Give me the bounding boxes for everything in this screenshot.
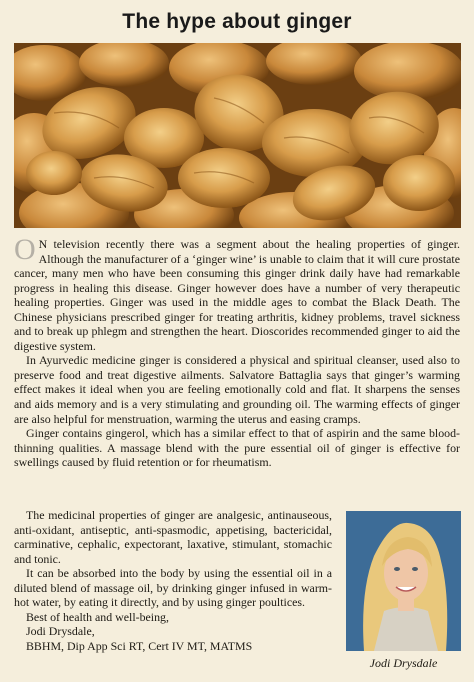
ginger-roots-illustration [14, 43, 461, 228]
author-photo [346, 511, 461, 651]
paragraph-1 [14, 233, 460, 353]
signoff-credentials: BBHM, Dip App Sci RT, Cert IV MT, MATMS [26, 638, 253, 653]
drop-cap: O [14, 233, 36, 266]
paragraph-3: Ginger contains gingerol, which has a similar effect to that of aspirin and the same blood-thinning qualities. A massage blend with the pure essential oil of ginger is effective for swellings caused by fluid retention or for rheumatism. [14, 426, 460, 470]
paragraph-4: The medicinal properties of ginger are analgesic, antinauseous, anti-oxidant, antiseptic, anti-spasmodic, appetising, bactericidal, carminative, cephalic, expectorant, laxative, stimulant, stomachic and tonic. [14, 508, 332, 566]
ginger-hero-image [14, 43, 461, 228]
article-body [14, 233, 460, 470]
signoff-greeting: Best of health and well-being, [26, 609, 169, 624]
author-portrait-illustration [346, 511, 461, 651]
paragraph-5: It can be absorbed into the body by using the essential oil in a diluted blend of massage oil, by drinking ginger infused in warm-hot water, by eating it directly, and by using ginger poultices. [14, 566, 332, 610]
signoff-block [14, 610, 332, 654]
author-caption: Jodi Drysdale [369, 656, 438, 670]
paragraph-2: In Ayurvedic medicine ginger is considered a physical and spiritual cleanser, used also to preserve food and treat digestive ailments. Salvatore Battaglia says that ginger’s warming effect makes it ideal when you are feeling emotionally cold and flat. It sharpens the senses and aids memory and is a very stimulating and grounding oil. The warming effects of ginger are also helpful for menstruation, warming the uterus and easing cramps. [14, 353, 460, 426]
article-left-column [14, 508, 332, 653]
signoff-name: Jodi Drysdale, [26, 624, 95, 639]
article-title: The hype about ginger [122, 10, 352, 33]
paragraph-1-text: N television recently there was a segment about the healing properties of ginger. Although the manufacturer of a ‘ginger wine’ is unable to claim that it will cure prostate cancer, many men who have been consuming this ginger drink daily have had remarkable progress in healing this disease. Ginger however does have a number of very therapeutic healing properties. Ginger was used in the middle ages to combat the Black Death. The Chinese physicians prescribed ginger for treating arthritis, kidney problems, travel sickness and to break up phlegm and strengthen the heart. Dioscorides recommended ginger to aid the digestive system. [14, 237, 460, 353]
